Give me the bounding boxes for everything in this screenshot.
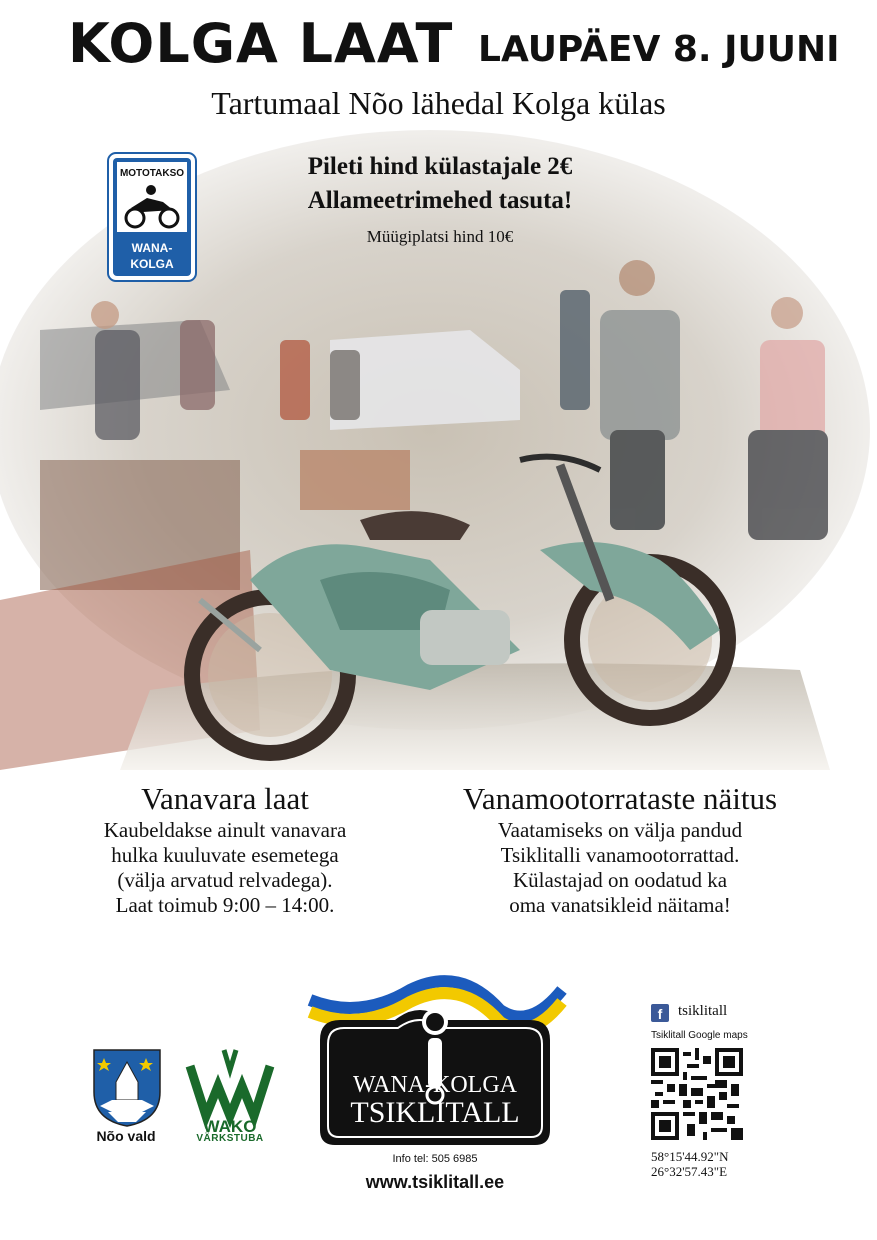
noo-vald-label: Nõo vald bbox=[96, 1128, 156, 1144]
tsiklitall-badge bbox=[300, 970, 570, 1150]
coordinate-longitude: 26°32'57.43"E bbox=[651, 1164, 728, 1179]
qr-code[interactable] bbox=[651, 1048, 743, 1140]
motorcycle-show-title: Vanamootorrataste näitus bbox=[462, 781, 778, 816]
event-title: KOLGA LAAT bbox=[68, 12, 454, 75]
website-link[interactable]: www.tsiklitall.ee bbox=[365, 1172, 505, 1192]
google-maps-label: Tsiklitall Google maps bbox=[651, 1030, 748, 1041]
facebook-icon[interactable]: f bbox=[651, 1004, 669, 1022]
price-kids: Allameetrimehed tasuta! bbox=[307, 187, 573, 214]
flea-market-line: hulka kuuluvate esemetega bbox=[111, 843, 339, 867]
wako-text: WAKO bbox=[203, 1117, 257, 1134]
flea-market-line: (välja arvatud relvadega). bbox=[117, 868, 333, 892]
price-visitor: Pileti hind külastajale 2€ bbox=[307, 153, 573, 180]
facebook-handle[interactable]: tsiklitall bbox=[678, 1003, 728, 1019]
noo-vald-crest bbox=[92, 1048, 162, 1128]
event-date: LAUPÄEV 8. JUUNI bbox=[478, 29, 840, 70]
badge-line1: WANA-KOLGA bbox=[353, 1072, 517, 1098]
mototakso-sign bbox=[107, 152, 197, 282]
motorcycle-show-line: oma vanatsikleid näitama! bbox=[509, 893, 731, 917]
flea-market-line: Kaubeldakse ainult vanavara bbox=[103, 818, 347, 842]
flea-market-section bbox=[60, 780, 390, 918]
flea-market-line: Laat toimub 9:00 – 14:00. bbox=[115, 893, 335, 917]
info-phone: Info tel: 505 6985 bbox=[392, 1153, 478, 1165]
wako-logo bbox=[184, 1046, 276, 1134]
sign-line1: WANA- bbox=[131, 241, 173, 255]
flea-market-title: Vanavara laat bbox=[141, 781, 309, 816]
motorcycle-show-line: Vaatamiseks on välja pandud bbox=[497, 818, 743, 842]
event-location: Tartumaal Nõo lähedal Kolga külas bbox=[211, 85, 666, 121]
coordinate-latitude: 58°15'44.92"N bbox=[651, 1149, 729, 1164]
sign-top-text: MOTOTAKSO bbox=[119, 168, 185, 179]
price-seller: Müügiplatsi hind 10€ bbox=[366, 227, 514, 246]
motorcycle-show-line: Tsiklitalli vanamootorrattad. bbox=[500, 843, 740, 867]
sign-line2: KOLGA bbox=[130, 257, 174, 271]
badge-line2: TSIKLITALL bbox=[350, 1096, 520, 1129]
motorcycle-show-section bbox=[410, 780, 830, 918]
motorcycle-show-line: Külastajad on oodatud ka bbox=[512, 868, 728, 892]
wako-sub-label: VÄRKSTUBA bbox=[196, 1133, 264, 1144]
